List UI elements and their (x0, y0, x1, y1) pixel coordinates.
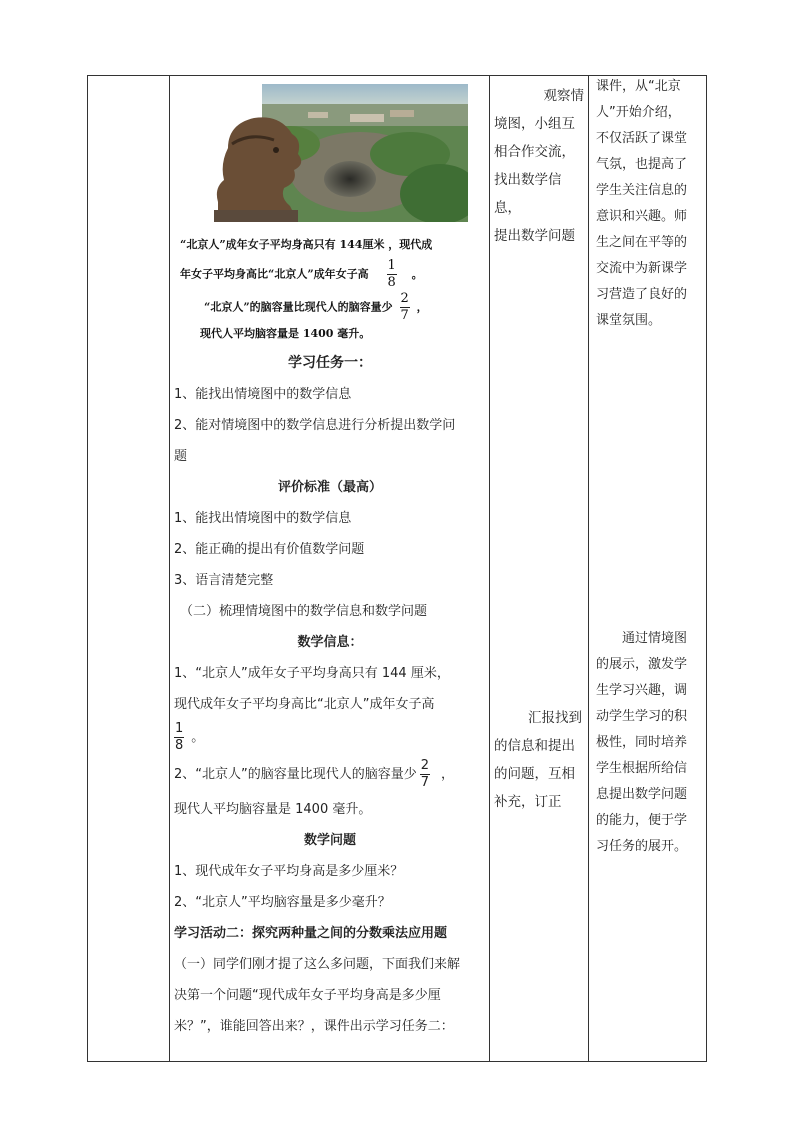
intent-text: 的能力，便于学 (596, 813, 688, 828)
student-text: 观察情 (543, 88, 584, 104)
student-text: 提出数学问题 (494, 228, 575, 244)
math-info-1-cont: 现代成年女子平均身高比“北京人”成年女子高 (174, 697, 435, 712)
intent-text: 气氛，也提高了 (596, 157, 688, 172)
intent-text: 息提出数学问题 (596, 787, 688, 802)
student-text: 找出数学信息， (494, 172, 562, 216)
task1-item-2: 2、能对情境图中的数学信息进行分析提出数学问 (174, 418, 456, 433)
intent-text: 人”开始介绍， (596, 105, 681, 120)
math-info-2: 2、“北京人”的脑容量比现代人的脑容量少 $\frac{2}{7}$ ， (174, 757, 455, 790)
peking-man-image (210, 84, 468, 222)
column-divider (489, 76, 490, 1061)
math-info-2-cont: 现代人平均脑容量是 1400 毫升。 (174, 802, 372, 817)
intent-text: 通过情境图 (622, 631, 688, 646)
content-body (174, 348, 486, 1042)
activity2-line-3: 米？”，谁能回答出来？，课件出示学习任务二： (174, 1019, 454, 1034)
intent-text: 交流中为新课学 (596, 261, 688, 276)
criteria-heading: 评价标准（最高） (277, 480, 382, 495)
intent-text: 生之间在平等的 (596, 235, 688, 250)
task1-heading: 学习任务一： (288, 355, 372, 371)
image-caption (180, 232, 432, 344)
lesson-table (87, 75, 707, 1062)
fraction: $\frac{2}{7}$ (400, 291, 409, 323)
intent-text: 意识和兴趣。师 (596, 209, 688, 224)
caption-line-2: 年女子平均身高比“北京人”成年女子高 $\frac{1}{8}$ 。 (180, 258, 423, 290)
student-text: 的信息和提出 (494, 738, 575, 754)
intent-text: 极性，同时培养 (596, 735, 688, 750)
fraction: $\frac{1}{8}$ (387, 258, 396, 290)
intent-text: 学生关注信息的 (596, 183, 688, 198)
intent-text: 课堂氛围。 (596, 313, 662, 328)
activity2-line-1: （一）同学们刚才提了这么多问题，下面我们来解 (174, 957, 461, 972)
column-divider (169, 76, 170, 1061)
task1-item-2-cont: 题 (174, 449, 188, 464)
math-info-1-fraction-line: $\frac{1}{8}$ 。 (175, 720, 205, 753)
activity2-heading: 学习活动二：探究两种量之间的分数乘法应用题 (174, 926, 448, 941)
intent-text: 习任务的展开。 (596, 839, 688, 854)
math-info-heading: 数学信息： (297, 635, 363, 650)
criteria-item-3: 3、语言清楚完整 (174, 573, 274, 588)
caption-line-3: “北京人”的脑容量比现代人的脑容量少 $\frac{2}{7}$ ， (204, 291, 428, 323)
student-text: 相合作交流， (494, 144, 575, 160)
student-text: 的问题，互相 (494, 766, 575, 782)
intent-text: 的展示，激发学 (596, 657, 688, 672)
fraction: $\frac{1}{8}$ (175, 720, 184, 753)
intent-text: 习营造了良好的 (596, 287, 688, 302)
math-question-2: 2、“北京人”平均脑容量是多少毫升？ (174, 895, 391, 910)
section2-heading: （二）梳理情境图中的数学信息和数学问题 (180, 604, 428, 619)
student-text: 境图，小组互 (494, 116, 575, 132)
caption-line-4: 现代人平均脑容量是 1400 毫升。 (200, 327, 371, 340)
intent-text: 生学习兴趣，调 (596, 683, 688, 698)
criteria-item-2: 2、能正确的提出有价值数学问题 (174, 542, 365, 557)
activity2-line-2: 决第一个问题“现代成年女子平均身高是多少厘 (174, 988, 441, 1003)
intent-text: 课件，从“北京 (596, 79, 681, 94)
fraction: $\frac{2}{7}$ (420, 757, 430, 790)
student-text: 补充，订正 (494, 794, 562, 810)
student-text: 汇报找到 (528, 710, 582, 726)
intent-text: 动学生学习的积 (596, 709, 688, 724)
intent-text: 不仅活跃了课堂 (596, 131, 688, 146)
math-question-heading: 数学问题 (303, 833, 356, 848)
caption-line-1: “北京人”成年女子平均身高只有 144厘米 ，现代成 (180, 238, 433, 251)
intent-text: 学生根据所给信 (596, 761, 688, 776)
column-divider (588, 76, 589, 1061)
math-question-1: 1、现代成年女子平均身高是多少厘米？ (174, 864, 404, 879)
task1-item-1: 1、能找出情境图中的数学信息 (174, 387, 352, 402)
math-info-1: 1、“北京人”成年女子平均身高只有 144 厘米， (174, 666, 450, 681)
criteria-item-1: 1、能找出情境图中的数学信息 (174, 511, 352, 526)
